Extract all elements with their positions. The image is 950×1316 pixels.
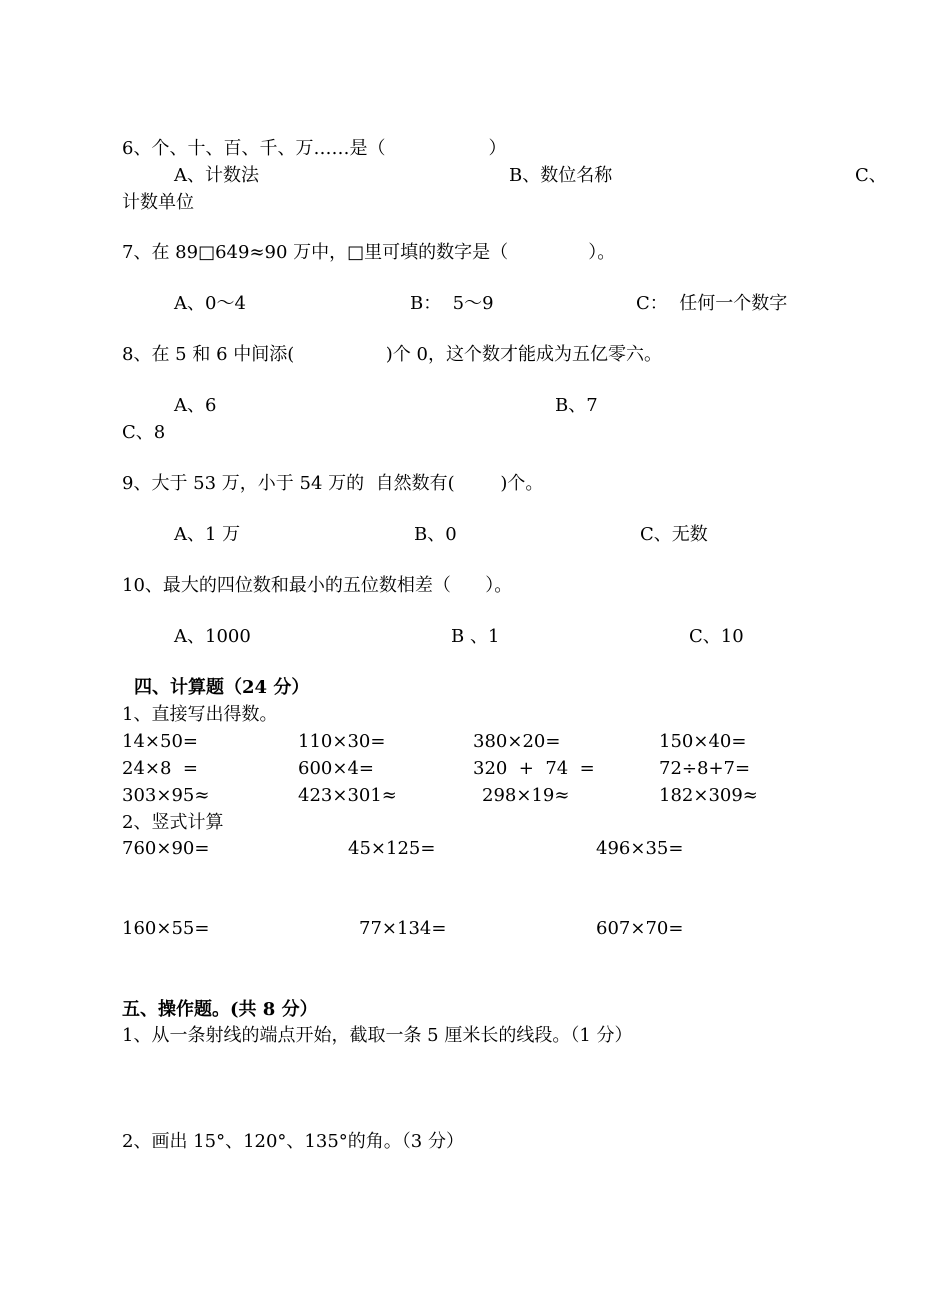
section4-sub1: 1、直接写出得数。: [122, 704, 278, 725]
q10-option-c: C、10: [689, 626, 744, 647]
q10-option-a: A、1000: [174, 626, 251, 647]
q9-option-b: B、0: [414, 524, 457, 545]
vertical-calc-item: 45×125=: [348, 838, 436, 859]
vertical-calc-item: 760×90=: [122, 838, 210, 859]
vertical-calc-item: 496×35=: [596, 838, 684, 859]
q8-stem: 8、在 5 和 6 中间添( )个 0，这个数才能成为五亿零六。: [122, 344, 663, 365]
oral-calc-item: 182×309≈: [659, 785, 758, 806]
oral-calc-item: 110×30=: [298, 731, 386, 752]
q7-option-c: C： 任何一个数字: [636, 293, 788, 314]
q8-option-a: A、6: [174, 395, 217, 416]
q9-option-a: A、1 万: [174, 524, 241, 545]
q8-option-c: C、8: [122, 422, 166, 443]
oral-calc-item: 303×95≈: [122, 785, 210, 806]
q6-option-c-prefix: C、: [855, 165, 887, 186]
q6-option-c-text: 计数单位: [122, 192, 194, 213]
section5-title: 五、操作题。(共 8 分）: [122, 999, 318, 1020]
oral-calc-item: 24×8 =: [122, 758, 198, 779]
oral-calc-item: 150×40=: [659, 731, 747, 752]
oral-calc-item: 320 + 74 =: [473, 758, 595, 779]
oral-calc-item: 600×4=: [298, 758, 374, 779]
oral-calc-item: 423×301≈: [298, 785, 397, 806]
q6-option-b: B、数位名称: [509, 165, 613, 186]
q7-option-a: A、0～4: [174, 293, 246, 314]
q10-option-b: B 、1: [451, 626, 500, 647]
section5-q2: 2、画出 15°、120°、135°的角。（3 分）: [122, 1131, 464, 1152]
section4-sub2: 2、竖式计算: [122, 812, 224, 833]
oral-calc-item: 72÷8+7=: [659, 758, 751, 779]
q10-stem: 10、最大的四位数和最小的五位数相差（ ）。: [122, 575, 513, 596]
q7-option-b: B： 5～9: [410, 293, 494, 314]
section4-title: 四、计算题（24 分）: [134, 677, 310, 698]
q6-stem: 6、个、十、百、千、万……是（ ）: [122, 138, 507, 159]
q6-option-a: A、计数法: [174, 165, 259, 186]
vertical-calc-item: 77×134=: [359, 918, 447, 939]
vertical-calc-item: 607×70=: [596, 918, 684, 939]
q9-option-c: C、无数: [640, 524, 708, 545]
q9-stem: 9、大于 53 万，小于 54 万的 自然数有( )个。: [122, 473, 544, 494]
section5-q1: 1、从一条射线的端点开始，截取一条 5 厘米长的线段。（1 分）: [122, 1025, 633, 1046]
q8-option-b: B、7: [555, 395, 598, 416]
oral-calc-item: 14×50=: [122, 731, 198, 752]
oral-calc-item: 380×20=: [473, 731, 561, 752]
vertical-calc-item: 160×55=: [122, 918, 210, 939]
q7-stem: 7、在 89□649≈90 万中，□里可填的数字是（ ）。: [122, 242, 616, 263]
oral-calc-item: 298×19≈: [482, 785, 570, 806]
